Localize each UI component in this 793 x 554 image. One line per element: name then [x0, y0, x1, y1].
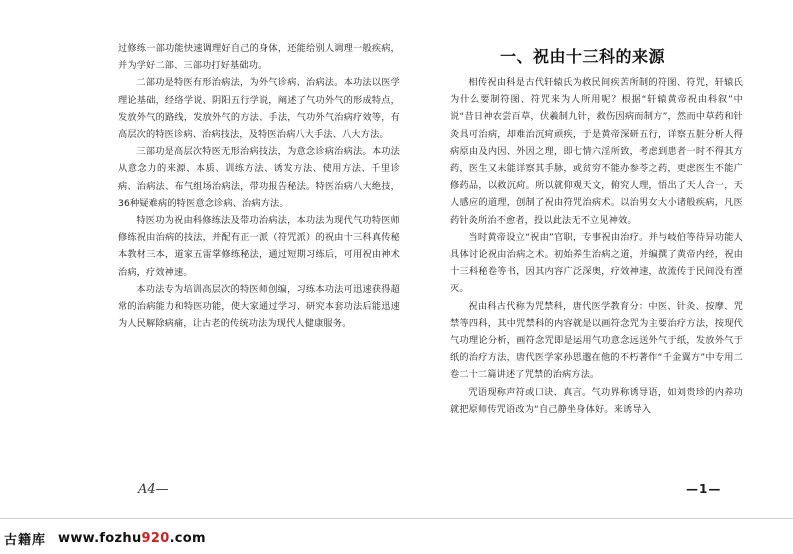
watermark-footer: [4, 527, 206, 549]
site-name: 古籍库: [4, 532, 47, 548]
left-paragraph: 三部功是高层次特医无形治病技法，为意念诊病治病法。本功法从意念力的来源、本质、训练方法、诱发方法、使用方法、千里诊病、治病法、布气组场治病法，带功报告秘法。特医治病八大绝技，36种疑难病的特医意念诊病、治病方法。: [118, 146, 400, 209]
footer-divider: [0, 518, 793, 519]
left-paragraph: 本功法专为培训高层次的特医师创编，习练本功法可迅速获得超常的治病能力和特医功能，使大家通过学习、研究本套功法后能迅速为人民解除病痛，让古老的传统功法为现代人健康服务。: [118, 283, 400, 330]
right-column: [450, 74, 743, 418]
site-url-prefix: www.fozhu: [58, 530, 142, 546]
site-url-number: 920: [141, 530, 170, 546]
handwritten-margin-note: A4—: [138, 482, 169, 497]
right-paragraph: 相传祝由科是古代轩辕氏为救民间疾苦所制的符图、符咒，轩辕氏为什么要制符图、符咒来为人所用呢？根据“轩辕黄帝祝由科叙”中说“昔日神农尝百草，伏羲制九针，救伤因病而制方”，然而中草药和针灸具可治病，却难治沉疴顽疾，于是黄帝深研五行，详察五脏分析人得病原由及内因、外因之理，即七情六淫所致，考虑到患者一时不得其方药，医生又未能详察其手脉，或贫穷不能办参苓之药，更虑医生不能广修药品，以救沉疴。所以就仰观天文，俯究人理，悟出了天人合一，天人感应的道理，创制了祝由符咒治病术。以治男女大小诸般疾病，凡医药针灸所治不愈者，投以此法无不立见神效。: [450, 77, 743, 226]
right-paragraph: 咒语现称声符或口诀、真言。气功界称诱导语，如刘贵珍的内养功就把原师传咒语改为“自己静坐身体好。来诱导入: [450, 386, 743, 415]
left-paragraph: 特医功为祝由科修练法及带功治病法，本功法为现代气功特医师修练祝由治病的技法，并配有正一派（符咒派）的祝由十三科真传秘本教材三本，道家五雷掌修练秘法，通过短期习练后，可用祝由神术治病，疗效神速。: [118, 215, 400, 278]
site-url-suffix: .com: [169, 530, 206, 546]
right-paragraph: 当时黄帝设立“祝由”官职，专事祝由治疗。并与岐伯等待异功能人具体讨论祝由治病之术。初始养生治病之道，并编撰了黄帝内经，祝由十三科秘卷等书，因其内容广泛深奥，疗效神速，故流传于民间没有湮灭。: [450, 231, 743, 295]
right-paragraph: 祝由科古代称为咒禁科，唐代医学教育分：中医、针灸、按摩、咒禁等四科，其中咒禁科的内容就是以画符念咒为主要治疗方法，按现代气功理论分析，画符念咒即是运用气功意念远送外气于纸，发放外气于纸的治疗方法，唐代医学家孙思邈在他的不朽著作“千金翼方”中专用二卷二十二篇讲述了咒禁的治病方法。: [450, 300, 743, 381]
chapter-title: 一、祝由十三科的来源: [500, 47, 666, 66]
left-paragraph: 二部功是特医有形治病法，为外气诊病、治病法。本功法以医学理论基础，经络学说、阴阳五行学说，阐述了气功外气的形成特点，发放外气的路线，发放外气的方法、手法，气功外气治病疗效等，有高层次的特医诊病、治病技法，及特医治病八大手法、八大方法。: [118, 77, 400, 141]
left-paragraph: 过修练一部功能快速调理好自己的身体，还能给别人调理一般疾病，并为学好二部、三部功打好基础功。: [118, 43, 400, 72]
left-column: [118, 40, 400, 332]
page-number: —1—: [686, 482, 722, 496]
site-url: [58, 531, 206, 546]
